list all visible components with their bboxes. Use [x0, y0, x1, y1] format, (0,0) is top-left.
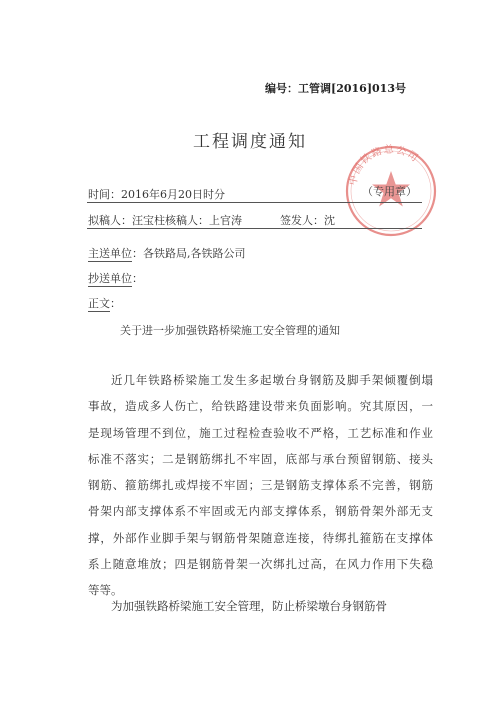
- body-label-line: [88, 295, 121, 311]
- divider-bottom: [87, 228, 422, 229]
- svg-text:中国铁路总公司: [346, 143, 421, 187]
- body-line: 撑，外部作业脚手架与钢筋骨架随意连接，待绑扎箍筋在支撑体: [88, 530, 433, 545]
- body-line: 是现场管理不到位，施工过程检查验收不严格，工艺标准和作业: [88, 425, 433, 440]
- subject-line: 关于进一步加强铁路桥梁施工安全管理的通知: [120, 324, 340, 337]
- copy-recipient-value: ：: [132, 272, 143, 285]
- body-label-colon: ：: [110, 297, 121, 310]
- time-line: 时间：2016年6月20日时分: [88, 188, 225, 201]
- body-line: 钢筋、箍筋绑扎或焊接不牢固；三是钢筋支撑体系不完善，钢筋: [88, 478, 433, 493]
- body-line: 近几年铁路桥梁施工发生多起墩台身钢筋及脚手架倾覆倒塌: [111, 373, 433, 387]
- body-paragraph-2: 为加强铁路桥梁施工安全管理，防止桥梁墩台身钢筋骨: [111, 599, 387, 613]
- signer-label: 签发人：: [280, 214, 324, 227]
- copy-recipient-line: [88, 270, 143, 286]
- signature-line: [88, 212, 335, 228]
- seal-label: （专用章）: [362, 185, 417, 198]
- body-line: 骨架内部支撑体系不牢固或无内部支撑体系，钢筋骨架外部无支: [88, 504, 433, 519]
- body-line: 事故，造成多人伤亡，给铁路建设带来负面影响。究其原因，一: [88, 399, 433, 414]
- seal-text: 中国铁路总公司: [347, 144, 421, 187]
- main-recipient-value: ：各铁路局,各铁路公司: [132, 247, 246, 260]
- divider-top: [87, 202, 422, 203]
- signer-name: 沈: [324, 214, 335, 227]
- body-paragraph-1: [88, 367, 433, 604]
- main-recipient-line: [88, 245, 246, 261]
- drafter: 拟稿人：汪宝柱: [88, 214, 165, 227]
- document-number: 编号：工管调[2016]013号: [265, 82, 406, 95]
- copy-recipient-label: 抄送单位: [88, 272, 132, 285]
- body-line: 等等。: [88, 583, 123, 598]
- reviewer: 核稿人：上官涛: [165, 214, 242, 227]
- body-line: 系上随意堆放；四是钢筋骨架一次绑扎过高，在风力作用下失稳: [88, 557, 433, 572]
- main-recipient-label: 主送单位: [88, 247, 132, 260]
- body-label: 正文: [88, 297, 110, 310]
- body-line: 标准不落实；二是钢筋绑扎不牢固，底部与承台预留钢筋、接头: [88, 451, 433, 466]
- document-title: 工程调度通知: [193, 132, 307, 152]
